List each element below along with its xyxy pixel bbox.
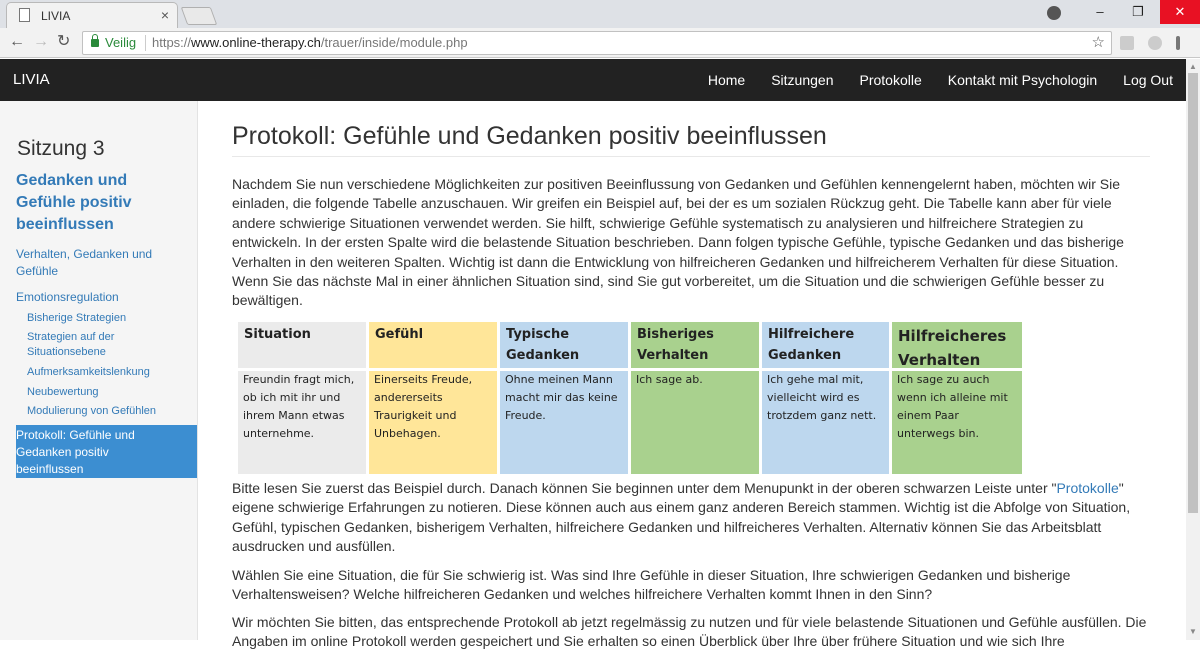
table-header: Typische Gedanken xyxy=(500,322,628,368)
sidebar-item-bisherige-strategien[interactable]: Bisherige Strategien xyxy=(27,312,127,324)
instructions-paragraph xyxy=(232,479,1152,557)
table-header: Situation xyxy=(238,322,366,368)
table-header: Gefühl xyxy=(369,322,497,368)
nav-sitzungen[interactable]: Sitzungen xyxy=(771,72,834,88)
protokolle-link[interactable]: Protokolle xyxy=(1056,480,1119,496)
profile-icon[interactable] xyxy=(1047,6,1061,20)
nav-links xyxy=(695,59,1186,101)
sidebar-item-neubewertung[interactable]: Neubewertung xyxy=(27,386,99,398)
browser-tab[interactable] xyxy=(6,2,178,28)
table-cell: Einerseits Freude, andererseits Traurigkeit und Unbehagen. xyxy=(369,371,497,474)
sidebar-item-emotionsregulation[interactable]: Emotionsregulation xyxy=(16,290,119,304)
url-text[interactable] xyxy=(152,32,468,54)
scroll-up-icon[interactable]: ▲ xyxy=(1189,62,1197,71)
intro-paragraph: Nachdem Sie nun verschiedene Möglichkeiten zur positiven Beeinflussung von Gedanken und Gefühlen kennengelernt haben, möchten wir Sie einladen, die folgende Tabelle anzuschauen. Wir greifen ein Beispiel auf, bei der es um sozialen Rückzug geht. Die Tabelle kann aber für viele andere schwierige Situationen verwendet werden. Sie hilft, schwierige Gefühle systematisch zu analysieren und hilfreichere Strategien zu entwickeln. In der ersten Spalte wird die belastende Situation beschrieben. Dann folgen typische Gefühle, typische Gedanken und das bisherige Verhalten in den weiteren Spalten. Wichtig ist dann die Entwicklung von hilfreicheren Gedanken und hilfreicherem Verhalten für diese Situation. Wenn Sie das nächste Mal in einer ähnlichen Situation sind, sind Sie gut vorbereitet, um die Situation und die schwierigen Gefühle besser zu bewältigen. xyxy=(232,176,1124,309)
table-cell: Ich sage zu auch wenn ich alleine mit einem Paar unterwegs bin. xyxy=(892,371,1022,474)
question-paragraph: Wählen Sie eine Situation, die für Sie schwierig ist. Was sind Ihre Gefühle in dieser Situation, Ihre schwierigen Gedanken und bisherige Verhaltensweisen? Welche hilfreicheren Gedanken und welches hilfreichere Verhalten kommt Ihnen in den Sinn? xyxy=(232,567,1071,603)
url-host: www.online-therapy.ch xyxy=(191,35,321,50)
url-scheme: https:// xyxy=(152,35,192,50)
table-header: Hilfreicheres Verhalten xyxy=(892,322,1022,368)
page-title: Protokoll: Gefühle und Gedanken positiv beeinflussen xyxy=(232,122,827,150)
new-tab-button[interactable] xyxy=(181,7,218,25)
address-bar[interactable] xyxy=(82,31,1112,55)
tab-close-icon[interactable]: × xyxy=(160,7,169,23)
tab-title: LIVIA xyxy=(41,9,71,23)
nav-kontakt[interactable]: Kontakt mit Psychologin xyxy=(947,72,1098,88)
sidebar-item-verhalten[interactable]: Verhalten, Gedanken und Gefühle xyxy=(16,247,153,278)
url-path: /trauer/inside/module.php xyxy=(320,35,468,50)
sidebar-item-aufmerksamkeitslenkung[interactable]: Aufmerksamkeitslenkung xyxy=(27,366,150,378)
menu-icon[interactable] xyxy=(1176,36,1180,50)
nav-home[interactable]: Home xyxy=(707,72,746,88)
lock-icon xyxy=(91,39,99,47)
session-title: Sitzung 3 xyxy=(17,137,105,160)
brand-logo[interactable]: LIVIA xyxy=(13,71,50,88)
bookmark-star-icon[interactable]: ☆ xyxy=(1091,34,1105,51)
sidebar xyxy=(0,101,198,640)
site-navbar xyxy=(0,59,1186,101)
table-cell: Freundin fragt mich, ob ich mit ihr und ihrem Mann etwas unternehme. xyxy=(238,371,366,474)
table-cell: Ohne meinen Mann macht mir das keine Freude. xyxy=(500,371,628,474)
secure-label: Veilig xyxy=(105,35,137,50)
extension-icon[interactable] xyxy=(1148,36,1162,50)
table-header: Bisheriges Verhalten xyxy=(631,322,759,368)
scrollbar-thumb[interactable] xyxy=(1188,73,1198,513)
divider xyxy=(232,156,1150,157)
extension-icon[interactable] xyxy=(1120,36,1134,50)
sidebar-item-protokoll-active[interactable] xyxy=(16,425,197,478)
maximize-icon[interactable]: ❐ xyxy=(1132,4,1144,19)
minimize-icon[interactable]: – xyxy=(1096,4,1104,19)
nav-logout[interactable]: Log Out xyxy=(1123,72,1173,88)
browser-tabbar xyxy=(0,0,1200,28)
forward-icon[interactable]: → xyxy=(33,33,49,50)
back-icon[interactable]: ← xyxy=(9,33,25,50)
reload-icon[interactable]: ↻ xyxy=(57,33,71,50)
sidebar-active-label: Protokoll: Gefühle und Gedanken positiv beeinflussen xyxy=(16,428,135,476)
table-header: Hilfreichere Gedanken xyxy=(762,322,889,368)
sidebar-item-modulierung[interactable]: Modulierung von Gefühlen xyxy=(27,405,157,417)
sidebar-item-situationsebene[interactable]: Strategien auf der Situationsebene xyxy=(27,331,115,358)
request-paragraph: Wir möchten Sie bitten, das entsprechende Protokoll ab jetzt regelmässig zu nutzen und für viele belastende Situationen und Gefühle ausfüllen. Die Angaben im online Protokoll werden gespeichert und Sie erhalten so einen Überblick über Ihre über frühere Situation und wie sich Ihre xyxy=(232,614,1147,650)
para2-text-before: Bitte lesen Sie zuerst das Beispiel durch. Danach können Sie beginnen unter dem Menupunkt in der oberen schwarzen Leiste unter " xyxy=(232,480,1057,496)
table-cell: Ich sage ab. xyxy=(631,371,759,474)
session-subtitle[interactable]: Gedanken und Gefühle positiv beeinflussen xyxy=(16,172,132,233)
para2-text-after: " eigene schwierige Erfahrungen zu notieren. Diese können auch aus einem ganz anderen Bereich stammen. Wichtig ist die Abfolge von Situation, Gefühl, typischen Gedanken, bisherigem Verhalten, hilfreichere Gedanken und hilfreicheres Verhalten. Alternativ können Sie das Arbeitsblatt ausdrucken und ausfüllen. xyxy=(232,480,1131,555)
table-cell: Ich gehe mal mit, vielleicht wird es trotzdem ganz nett. xyxy=(762,371,889,474)
browser-toolbar xyxy=(0,28,1200,58)
example-table xyxy=(238,322,1022,474)
page-icon xyxy=(19,8,30,22)
page-scrollbar[interactable] xyxy=(1186,59,1200,640)
close-window-icon[interactable]: ✕ xyxy=(1160,0,1200,24)
separator xyxy=(145,35,146,51)
scroll-down-icon[interactable]: ▼ xyxy=(1189,627,1197,636)
nav-protokolle[interactable]: Protokolle xyxy=(859,72,922,88)
